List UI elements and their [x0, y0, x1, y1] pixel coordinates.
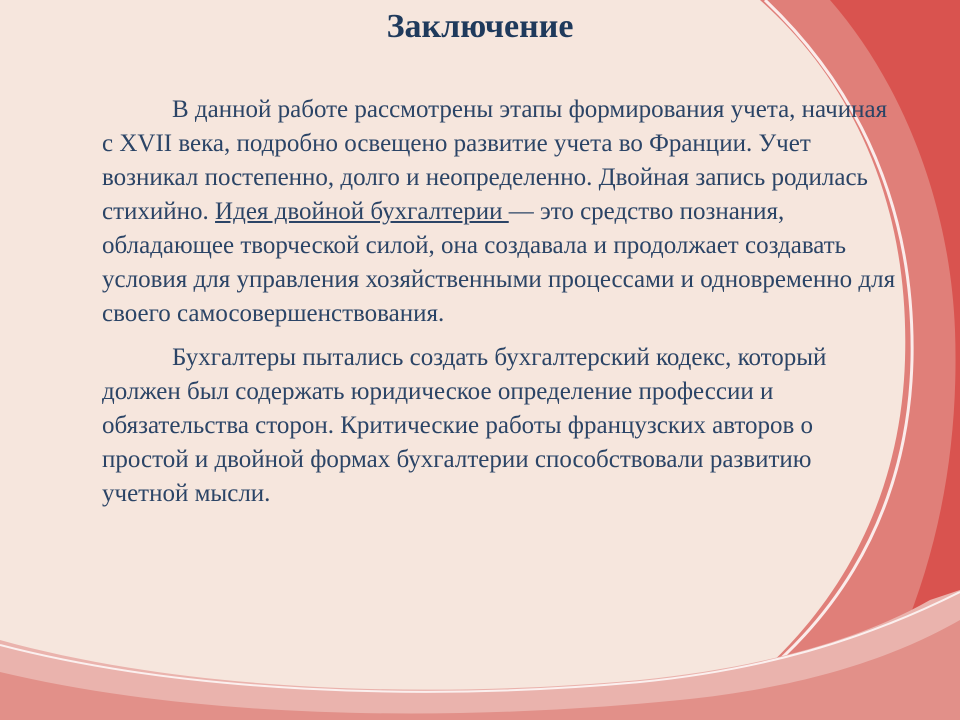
link-double-entry-idea[interactable]: Идея двойной бухгалтерии — [215, 198, 509, 225]
slide-title: Заключение — [386, 8, 574, 45]
paragraph-1-text: В данной работе рассмотрены этапы формирования учета, начиная с XVII века, подробно освещено развитие учета во Франции. Учет возникал постепенно, долго и неопределенно. Двойная запись родилась стихийно. — [102, 96, 888, 225]
paragraph-2-text: Бухгалтеры пытались создать бухгалтерский кодекс, который должен был содержать юридическое определение профессии и обязательства сторон. Критические работы французских авторов о простой и двойной формах бухгалтерии способствовали развитию учетной мысли. — [102, 344, 827, 507]
paragraph-2 — [102, 341, 902, 511]
paragraph-1-text-continued: — это средство познания, обладающее творческой силой, она создавала и продолжает создавать условия для управления хозяйственными процессами и одновременно для своего самосовершенствования. — [102, 198, 896, 327]
paragraph-1 — [102, 93, 902, 331]
slide-body — [102, 93, 902, 521]
